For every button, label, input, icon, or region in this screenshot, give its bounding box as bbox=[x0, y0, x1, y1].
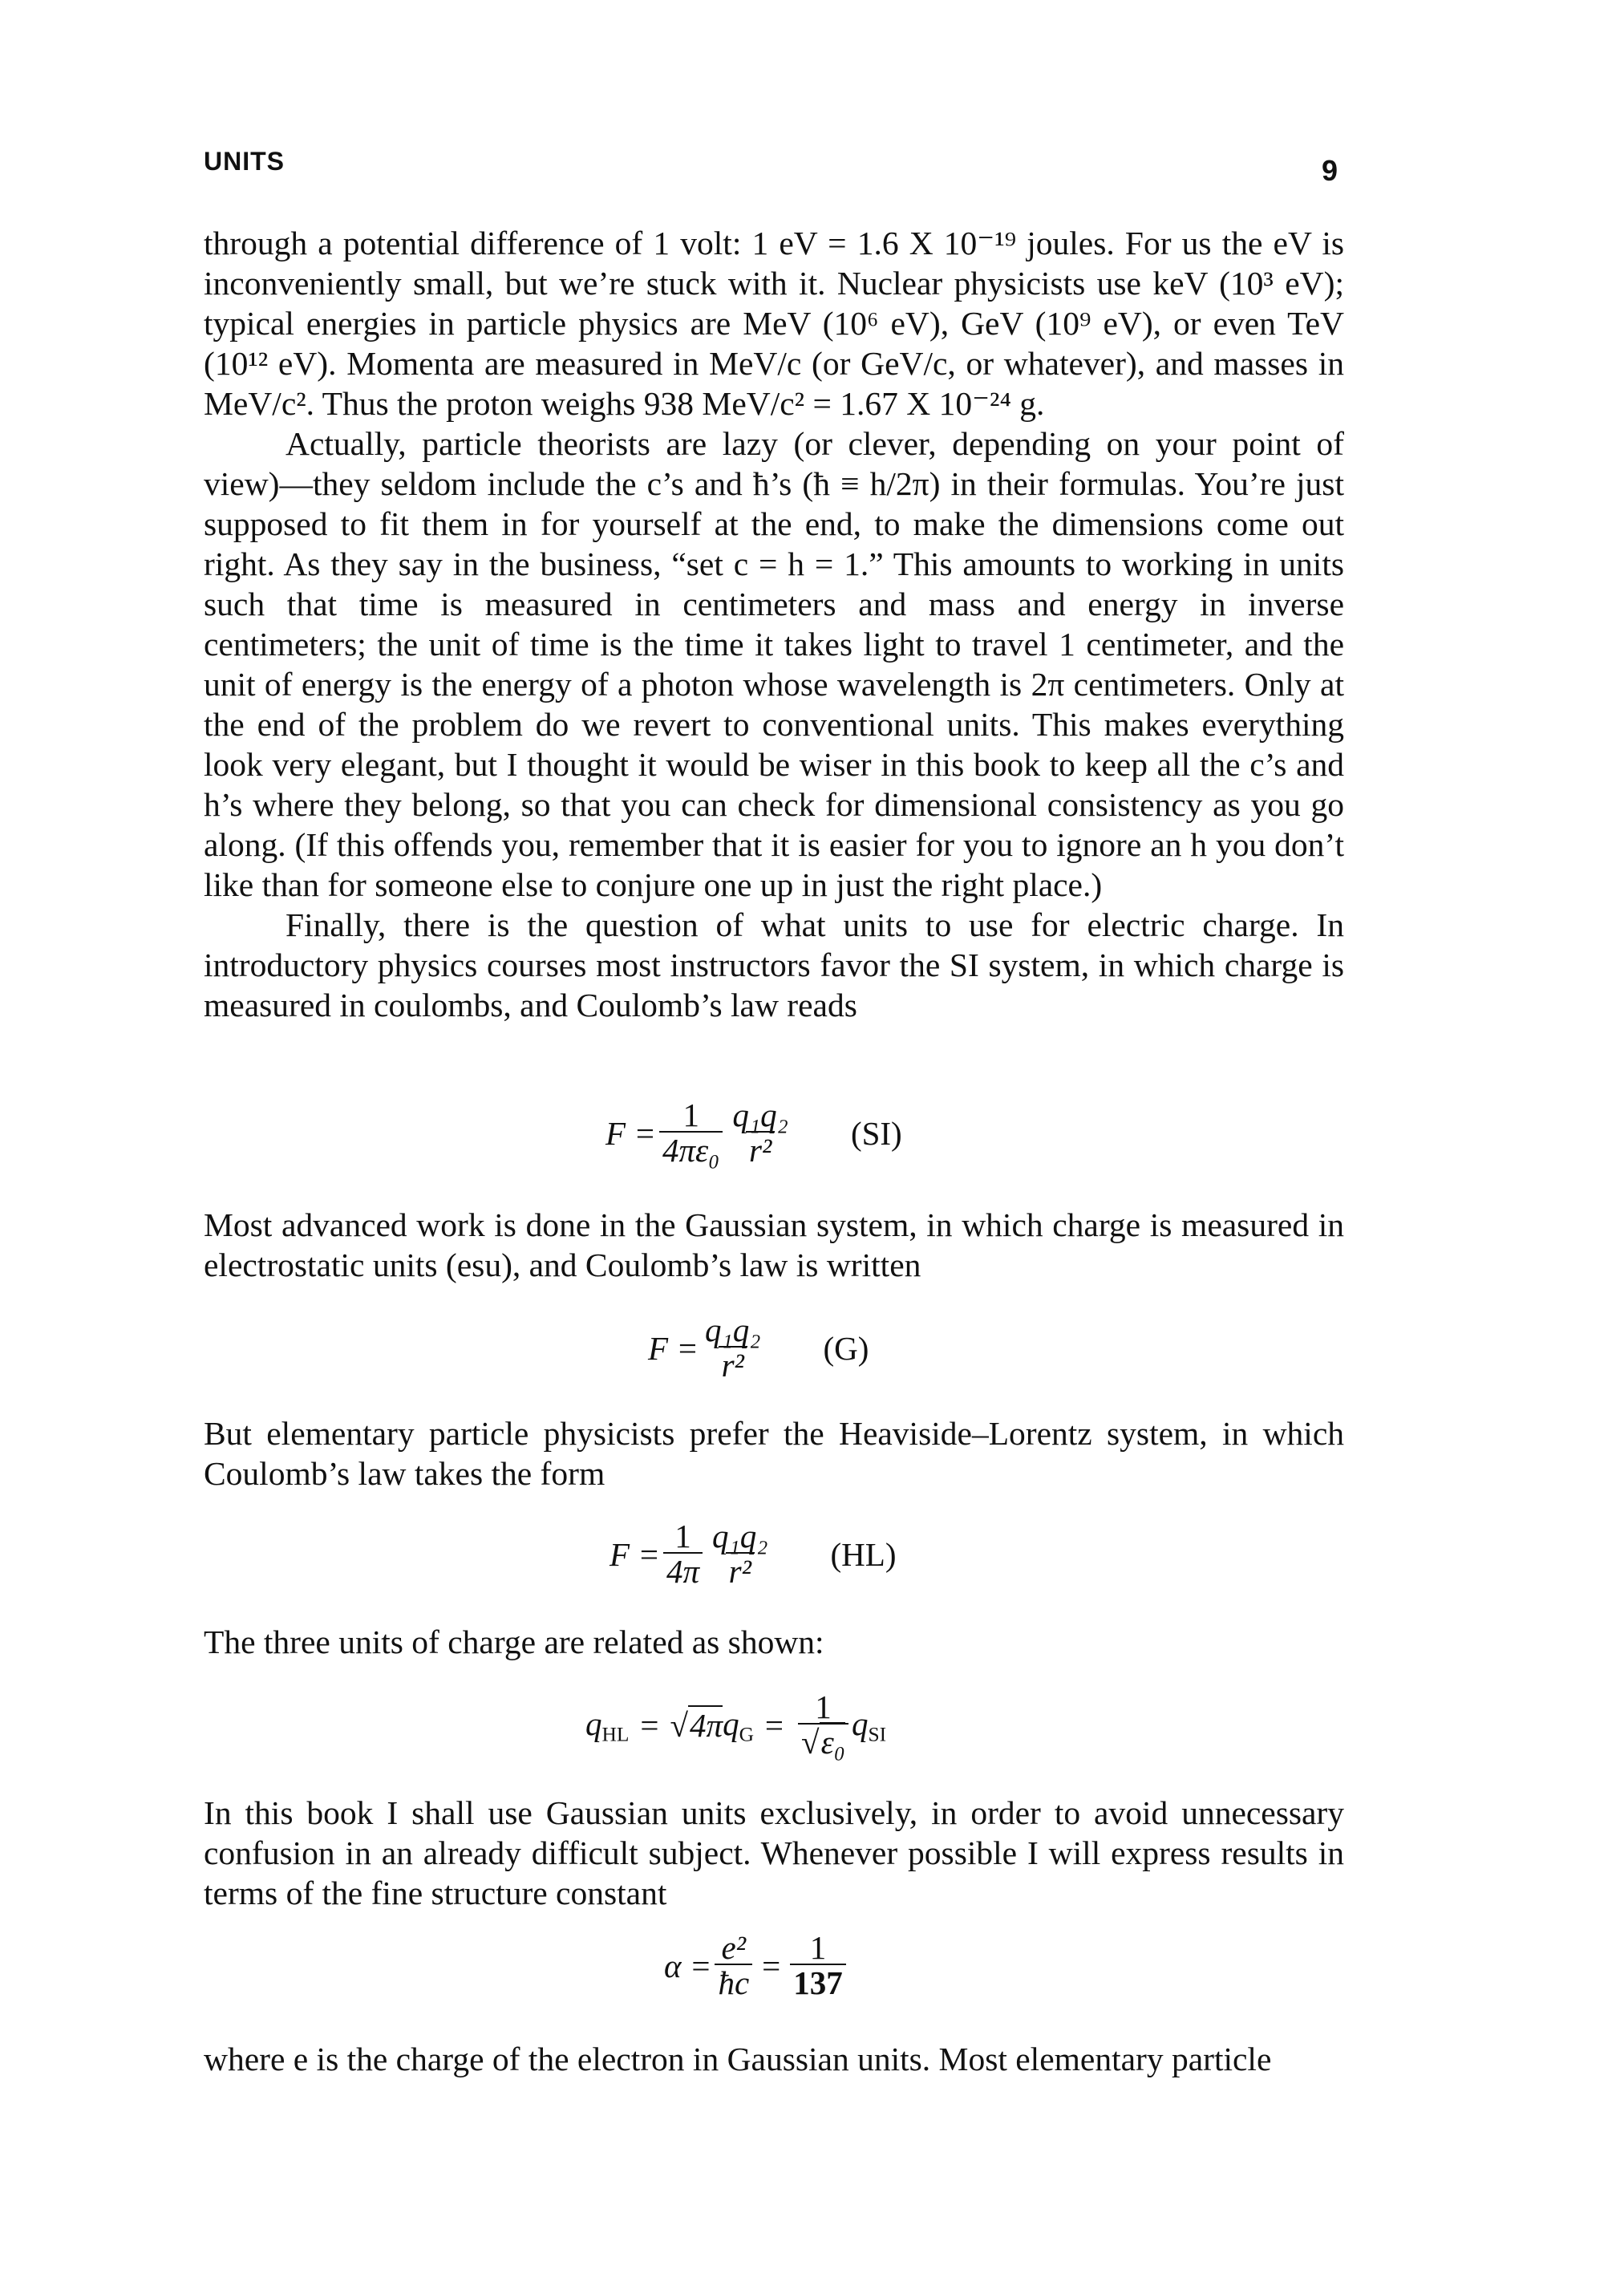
paragraph-5: But elementary particle physicists prefer the Heaviside–Lorentz system, in which Coulomb’s law takes the form bbox=[204, 1415, 1344, 1492]
fraction bbox=[798, 1688, 848, 1761]
fraction bbox=[790, 1931, 846, 2000]
fine-structure-equation bbox=[664, 1931, 849, 2000]
numerator: 1 bbox=[682, 1096, 699, 1133]
equation-label: (G) bbox=[823, 1330, 869, 1367]
numerator: 1 bbox=[674, 1518, 691, 1554]
fraction bbox=[702, 1311, 764, 1384]
numerator: e² bbox=[721, 1929, 747, 1966]
numerator: q₁q₂ bbox=[712, 1518, 768, 1554]
coulomb-si-equation bbox=[605, 1096, 902, 1169]
denominator: √ε₀ bbox=[798, 1723, 848, 1760]
eq-lhs: α = bbox=[664, 1948, 712, 1984]
coulomb-gaussian-equation bbox=[648, 1311, 869, 1384]
paragraph-2: Actually, particle theorists are lazy (or clever, depending on your point of view)—they seldom include the c’s and ħ’s (ħ ≡ h/2π) in their formulas. You’re just supposed to fit them in for yourself at the end, to make the dimensions come out right. As they say in the business, “set c = h = 1.” This amounts to working in units such that time is measured in centimeters and mass and energy in inverse centimeters; the unit of time is the time it takes light to travel 1 centimeter, and the unit of energy is the energy of a photon whose wavelength is 2π centimeters. Only at the end of the problem do we revert to conventional units. This makes everything look very elegant, but I thought it would be wiser in this book to keep all the c’s and h’s where they belong, so that you can check for dimensional consistency as you go along. (If this offends you, remember that it is easier for you to ignore an h you don’t like than for someone else to conjure one up in just the right place.) bbox=[204, 425, 1344, 903]
q-hl: $q_{HL}$ bbox=[585, 1704, 630, 1746]
denominator: r² bbox=[719, 1346, 747, 1383]
charge-relation-equation bbox=[585, 1688, 887, 1761]
denominator: 4π bbox=[663, 1552, 703, 1589]
page-number: 9 bbox=[1322, 154, 1338, 187]
q-si: $q_{SI}$ bbox=[851, 1704, 887, 1746]
numerator: q₁q₂ bbox=[704, 1311, 761, 1348]
paragraph-7: In this book I shall use Gaussian units exclusively, in order to avoid unnecessary confusion in an already difficult subject. Whenever possible I will express results in terms of the fine structure constant bbox=[204, 1794, 1344, 1911]
paragraph-6: The three units of charge are related as shown: bbox=[204, 1623, 824, 1660]
denominator: r² bbox=[746, 1131, 775, 1168]
paragraph-1: through a potential difference of 1 volt: 1 eV = 1.6 X 10⁻¹⁹ joules. For us the eV is inconveniently small, but we’re stuck with it. Nuclear physicists use keV (10³ eV); typical energies in particle physics are MeV (10⁶ eV), GeV (10⁹ eV), or even TeV (10¹² eV). Momenta are measured in MeV/c (or GeV/c, or whatever), and masses in MeV/c². Thus the proton weighs 938 MeV/c² = 1.67 X 10⁻²⁴ g. bbox=[204, 225, 1344, 422]
numerator: q₁q₂ bbox=[732, 1096, 788, 1133]
eq-lhs: F = bbox=[610, 1536, 660, 1573]
numerator: 1 bbox=[809, 1929, 827, 1966]
numerator: 1 bbox=[815, 1688, 832, 1725]
denominator: ħc bbox=[715, 1964, 752, 2000]
denominator: r² bbox=[726, 1552, 755, 1589]
fraction bbox=[663, 1520, 703, 1589]
equation-label: (HL) bbox=[830, 1536, 897, 1573]
coulomb-hl-equation bbox=[610, 1520, 897, 1589]
fraction bbox=[709, 1520, 772, 1589]
fraction bbox=[715, 1931, 752, 2000]
eq-lhs: F = bbox=[605, 1115, 656, 1152]
denominator: 4πε₀ bbox=[659, 1131, 723, 1168]
equals-sign: = bbox=[764, 1707, 784, 1744]
equals-sign: = bbox=[762, 1948, 781, 1984]
paragraph-4: Most advanced work is done in the Gaussian system, in which charge is measured in electrostatic units (esu), and Coulomb’s law is written bbox=[204, 1206, 1344, 1283]
equals-sign: = bbox=[640, 1707, 659, 1744]
fraction bbox=[729, 1096, 792, 1169]
sqrt-4pi: √4π bbox=[670, 1707, 723, 1744]
running-header: UNITS bbox=[204, 147, 285, 176]
fraction bbox=[659, 1096, 723, 1169]
equation-label: (SI) bbox=[850, 1115, 902, 1152]
denominator: 137 bbox=[790, 1964, 846, 2000]
eq-lhs: F = bbox=[648, 1330, 699, 1367]
paragraph-8: where e is the charge of the electron in Gaussian units. Most elementary particle bbox=[204, 2041, 1272, 2077]
q-g: $q_G$ bbox=[723, 1704, 754, 1746]
paragraph-3: Finally, there is the question of what units to use for electric charge. In introductory physics courses most instructors favor the SI system, in which charge is measured in coulombs, and Coulomb’s law reads bbox=[204, 906, 1344, 1023]
